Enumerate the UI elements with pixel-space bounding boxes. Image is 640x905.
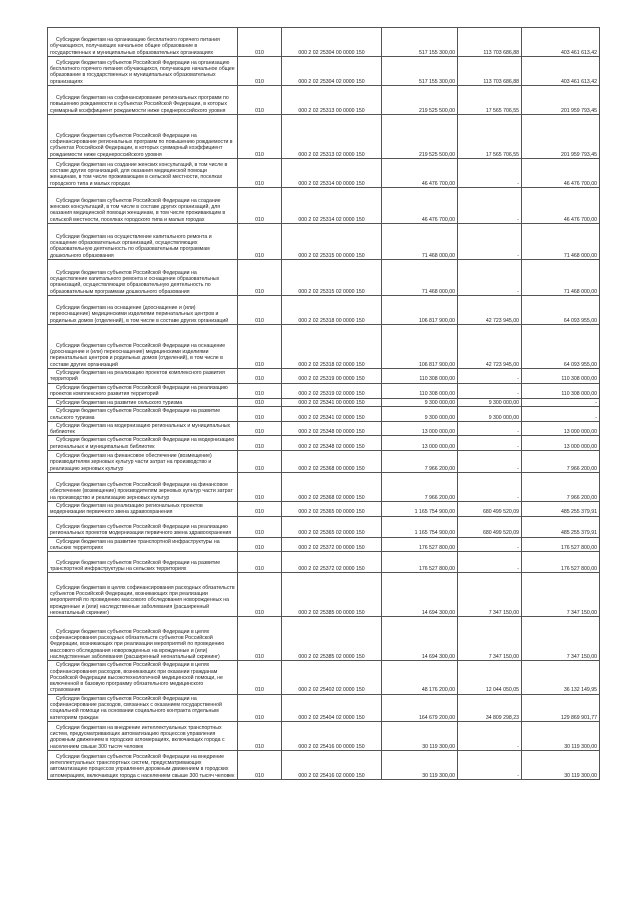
table-row xyxy=(48,260,600,296)
table-row xyxy=(48,57,600,86)
approved-amount-cell: 13 000 000,00 xyxy=(382,421,458,436)
table-row xyxy=(48,750,600,779)
unexecuted-amount-cell: 13 000 000,00 xyxy=(522,421,600,436)
income-name-cell: Субсидии бюджетам субъектов Российской Федерации на модернизацию региональных и муниципальных библиотек xyxy=(48,436,238,451)
line-code-cell: 010 xyxy=(238,502,282,517)
unexecuted-amount-cell: 176 527 800,00 xyxy=(522,552,600,573)
approved-amount-cell: 30 119 300,00 xyxy=(382,750,458,779)
budget-classification-code-cell: 000 2 02 25416 02 0000 150 xyxy=(282,750,382,779)
budget-classification-code-cell: 000 2 02 25368 00 0000 150 xyxy=(282,451,382,473)
budget-classification-code-cell: 000 2 02 25315 00 0000 150 xyxy=(282,224,382,260)
line-code-cell: 010 xyxy=(238,188,282,224)
executed-amount-cell: 113 703 686,88 xyxy=(458,28,522,57)
executed-amount-cell: 9 300 000,00 xyxy=(458,398,522,406)
table-row xyxy=(48,451,600,473)
executed-amount-cell: 113 703 686,88 xyxy=(458,57,522,86)
budget-classification-code-cell: 000 2 02 25319 02 0000 150 xyxy=(282,383,382,398)
unexecuted-amount-cell: - xyxy=(522,398,600,406)
table-row xyxy=(48,473,600,502)
budget-classification-code-cell: 000 2 02 25385 00 0000 150 xyxy=(282,573,382,617)
income-name-cell: Субсидии бюджетам субъектов Российской Федерации на оснащение (дооснащение и (или) переоснащение) медицинскими изделиями перинатальных центров и родильных домов (отделений), в том числе в составе других организаций xyxy=(48,325,238,369)
unexecuted-amount-cell: 71 468 000,00 xyxy=(522,260,600,296)
table-row xyxy=(48,617,600,661)
executed-amount-cell: - xyxy=(458,451,522,473)
income-name-cell: Субсидии бюджетам на создание женских консультаций, в том числе в составе других организаций, для оказания медицинской помощи женщинам, в том числе проживающим в сельской местности, поселках городского типа и малых городах xyxy=(48,159,238,188)
budget-classification-code-cell: 000 2 02 25402 02 0000 150 xyxy=(282,661,382,694)
unexecuted-amount-cell: 36 132 149,95 xyxy=(522,661,600,694)
income-name-cell: Субсидии бюджетам на оснащение (дооснащение и (или) переоснащение) медицинскими изделиями перинатальных центров и родильных домов (отделений), в том числе в составе других организаций xyxy=(48,296,238,325)
line-code-cell: 010 xyxy=(238,406,282,421)
income-name-cell: Субсидии бюджетам субъектов Российской Федерации на осуществление капитального ремонта и оснащение образовательных организаций, осуществляющих образовательную деятельность по образовательным программам дошкольного образования xyxy=(48,260,238,296)
income-name-cell: Субсидии бюджетам субъектов Российской Федерации на организацию бесплатного горячего питания обучающихся, получающих начальное общее образование в государственных и муниципальных образовательных организациях xyxy=(48,57,238,86)
budget-classification-code-cell: 000 2 02 25314 02 0000 150 xyxy=(282,188,382,224)
approved-amount-cell: 46 476 700,00 xyxy=(382,159,458,188)
budget-classification-code-cell: 000 2 02 25341 02 0000 150 xyxy=(282,406,382,421)
subsidies-table-body xyxy=(48,28,600,780)
unexecuted-amount-cell: 7 966 200,00 xyxy=(522,473,600,502)
budget-classification-code-cell: 000 2 02 25372 02 0000 150 xyxy=(282,552,382,573)
budget-classification-code-cell: 000 2 02 25348 02 0000 150 xyxy=(282,436,382,451)
budget-classification-code-cell: 000 2 02 25318 00 0000 150 xyxy=(282,296,382,325)
table-row xyxy=(48,224,600,260)
line-code-cell: 010 xyxy=(238,296,282,325)
line-code-cell: 010 xyxy=(238,573,282,617)
unexecuted-amount-cell: 403 461 613,42 xyxy=(522,57,600,86)
approved-amount-cell: 1 165 754 900,00 xyxy=(382,516,458,537)
approved-amount-cell: 176 527 800,00 xyxy=(382,552,458,573)
table-row xyxy=(48,296,600,325)
line-code-cell: 010 xyxy=(238,451,282,473)
line-code-cell: 010 xyxy=(238,516,282,537)
table-row xyxy=(48,86,600,115)
approved-amount-cell: 71 468 000,00 xyxy=(382,260,458,296)
table-row xyxy=(48,325,600,369)
approved-amount-cell: 517 155 300,00 xyxy=(382,28,458,57)
income-name-cell: Субсидии бюджетам субъектов Российской Федерации на реализацию проектов комплексного развития территорий xyxy=(48,383,238,398)
table-row xyxy=(48,383,600,398)
income-name-cell: Субсидии бюджетам субъектов Российской Федерации на развитие сельского туризма xyxy=(48,406,238,421)
line-code-cell: 010 xyxy=(238,86,282,115)
line-code-cell: 010 xyxy=(238,421,282,436)
income-name-cell: Субсидии бюджетам субъектов Российской Федерации на софинансирование расходов, связанных с оказанием государственной социальной помощи на основании социального контракта отдельным категориям граждан xyxy=(48,694,238,721)
table-row xyxy=(48,537,600,552)
executed-amount-cell: 42 723 945,00 xyxy=(458,325,522,369)
executed-amount-cell: 12 044 050,05 xyxy=(458,661,522,694)
unexecuted-amount-cell: 13 000 000,00 xyxy=(522,436,600,451)
income-name-cell: Субсидии бюджетам на реализацию региональных проектов модернизации первичного звена здравоохранения xyxy=(48,502,238,517)
income-name-cell: Субсидии бюджетам субъектов Российской Федерации на финансовое обеспечение (возмещение) производителям зерновых культур части затрат на производство и реализацию зерновых культур xyxy=(48,473,238,502)
approved-amount-cell: 7 966 200,00 xyxy=(382,451,458,473)
line-code-cell: 010 xyxy=(238,57,282,86)
approved-amount-cell: 30 119 300,00 xyxy=(382,721,458,750)
table-row xyxy=(48,28,600,57)
table-row xyxy=(48,406,600,421)
executed-amount-cell: 680 499 520,09 xyxy=(458,516,522,537)
budget-classification-code-cell: 000 2 02 25314 00 0000 150 xyxy=(282,159,382,188)
executed-amount-cell: - xyxy=(458,369,522,384)
line-code-cell: 010 xyxy=(238,159,282,188)
income-name-cell: Субсидии бюджетам субъектов Российской Федерации на создание женских консультаций, в том числе в составе других организаций, для оказания медицинской помощи женщинам, в том числе проживающим в сельской местности, поселках городского типа и малых городах xyxy=(48,188,238,224)
approved-amount-cell: 71 468 000,00 xyxy=(382,224,458,260)
approved-amount-cell: 106 817 900,00 xyxy=(382,296,458,325)
executed-amount-cell: - xyxy=(458,552,522,573)
executed-amount-cell: 42 723 945,00 xyxy=(458,296,522,325)
unexecuted-amount-cell: 485 255 379,91 xyxy=(522,502,600,517)
table-row xyxy=(48,398,600,406)
approved-amount-cell: 13 000 000,00 xyxy=(382,436,458,451)
budget-classification-code-cell: 000 2 02 25365 02 0000 150 xyxy=(282,516,382,537)
approved-amount-cell: 219 525 500,00 xyxy=(382,86,458,115)
unexecuted-amount-cell: 201 959 793,45 xyxy=(522,115,600,159)
approved-amount-cell: 219 525 500,00 xyxy=(382,115,458,159)
approved-amount-cell: 46 476 700,00 xyxy=(382,188,458,224)
unexecuted-amount-cell: 71 468 000,00 xyxy=(522,224,600,260)
budget-classification-code-cell: 000 2 02 25385 02 0000 150 xyxy=(282,617,382,661)
budget-classification-code-cell: 000 2 02 25313 02 0000 150 xyxy=(282,115,382,159)
executed-amount-cell: - xyxy=(458,260,522,296)
unexecuted-amount-cell: 403 461 613,42 xyxy=(522,28,600,57)
budget-classification-code-cell: 000 2 02 25319 00 0000 150 xyxy=(282,369,382,384)
income-name-cell: Субсидии бюджетам субъектов Российской Федерации на софинансирование региональных программ по повышению рождаемости в субъектах Российской Федерации, в которых суммарный коэффициент рождаемости ниже среднероссийского уровня xyxy=(48,115,238,159)
income-name-cell: Субсидии бюджетам субъектов Российской Федерации в целях софинансирования расходных обязательств субъектов Российской Федерации, возникающих при реализации мероприятий по проведению массового обследования новорожденных на врожденные и (или) наследственные заболевания (расширенный неонатальный скрининг) xyxy=(48,617,238,661)
budget-classification-code-cell: 000 2 02 25315 02 0000 150 xyxy=(282,260,382,296)
unexecuted-amount-cell: 64 093 955,00 xyxy=(522,296,600,325)
executed-amount-cell: 17 565 706,55 xyxy=(458,86,522,115)
executed-amount-cell: 34 809 298,23 xyxy=(458,694,522,721)
unexecuted-amount-cell: 46 476 700,00 xyxy=(522,188,600,224)
executed-amount-cell: 7 347 150,00 xyxy=(458,573,522,617)
line-code-cell: 010 xyxy=(238,115,282,159)
executed-amount-cell: - xyxy=(458,721,522,750)
income-name-cell: Субсидии бюджетам на организацию бесплатного горячего питания обучающихся, получающих начальное общее образование в государственных и муниципальных образовательных организациях xyxy=(48,28,238,57)
income-name-cell: Субсидии бюджетам в целях софинансирования расходных обязательств субъектов Российской Федерации, возникающих при реализации мероприятий по проведению массового обследования новорожденных на врожденные и (или) наследственные заболевания (расширенный неонатальный скрининг) xyxy=(48,573,238,617)
income-name-cell: Субсидии бюджетам на софинансирование региональных программ по повышению рождаемости в субъектах Российской Федерации, в которых суммарный коэффициент рождаемости ниже среднероссийского уровня xyxy=(48,86,238,115)
unexecuted-amount-cell: 7 347 150,00 xyxy=(522,617,600,661)
table-row xyxy=(48,661,600,694)
line-code-cell: 010 xyxy=(238,661,282,694)
executed-amount-cell: - xyxy=(458,473,522,502)
unexecuted-amount-cell: 129 869 901,77 xyxy=(522,694,600,721)
income-name-cell: Субсидии бюджетам субъектов Российской Федерации в целях софинансирования расходов, возникающих при оказании гражданам Российской Федерации высокотехнологичной медицинской помощи, не включенной в базовую программу обязательного медицинского страхования xyxy=(48,661,238,694)
line-code-cell: 010 xyxy=(238,398,282,406)
line-code-cell: 010 xyxy=(238,260,282,296)
executed-amount-cell: - xyxy=(458,421,522,436)
unexecuted-amount-cell: 64 093 955,00 xyxy=(522,325,600,369)
approved-amount-cell: 7 966 200,00 xyxy=(382,473,458,502)
executed-amount-cell: - xyxy=(458,436,522,451)
unexecuted-amount-cell: 30 119 300,00 xyxy=(522,721,600,750)
income-name-cell: Субсидии бюджетам на развитие сельского туризма xyxy=(48,398,238,406)
unexecuted-amount-cell: 46 476 700,00 xyxy=(522,159,600,188)
executed-amount-cell: 680 499 520,09 xyxy=(458,502,522,517)
income-name-cell: Субсидии бюджетам на внедрение интеллектуальных транспортных систем, предусматривающих автоматизацию процессов управления дорожным движением в городских агломерациях, включающих города с населением свыше 300 тысяч человек xyxy=(48,721,238,750)
budget-classification-code-cell: 000 2 02 25372 00 0000 150 xyxy=(282,537,382,552)
unexecuted-amount-cell: 110 308 000,00 xyxy=(522,383,600,398)
line-code-cell: 010 xyxy=(238,325,282,369)
unexecuted-amount-cell: 485 255 379,91 xyxy=(522,516,600,537)
approved-amount-cell: 110 308 000,00 xyxy=(382,383,458,398)
approved-amount-cell: 106 817 900,00 xyxy=(382,325,458,369)
approved-amount-cell: 9 300 000,00 xyxy=(382,406,458,421)
budget-classification-code-cell: 000 2 02 25313 00 0000 150 xyxy=(282,86,382,115)
line-code-cell: 010 xyxy=(238,369,282,384)
budget-classification-code-cell: 000 2 02 25365 00 0000 150 xyxy=(282,502,382,517)
table-row xyxy=(48,115,600,159)
line-code-cell: 010 xyxy=(238,617,282,661)
table-row xyxy=(48,694,600,721)
income-name-cell: Субсидии бюджетам на финансовое обеспечение (возмещение) производителям зерновых культур части затрат на производство и реализацию зерновых культур xyxy=(48,451,238,473)
line-code-cell: 010 xyxy=(238,28,282,57)
executed-amount-cell: - xyxy=(458,383,522,398)
approved-amount-cell: 517 155 300,00 xyxy=(382,57,458,86)
line-code-cell: 010 xyxy=(238,473,282,502)
executed-amount-cell: 9 300 000,00 xyxy=(458,406,522,421)
executed-amount-cell: 7 347 150,00 xyxy=(458,617,522,661)
budget-classification-code-cell: 000 2 02 25404 02 0000 150 xyxy=(282,694,382,721)
approved-amount-cell: 14 694 300,00 xyxy=(382,617,458,661)
line-code-cell: 010 xyxy=(238,436,282,451)
table-row xyxy=(48,436,600,451)
line-code-cell: 010 xyxy=(238,224,282,260)
unexecuted-amount-cell: 201 959 793,45 xyxy=(522,86,600,115)
budget-classification-code-cell: 000 2 02 25304 02 0000 150 xyxy=(282,57,382,86)
income-name-cell: Субсидии бюджетам субъектов Российской Федерации на развитие транспортной инфраструктуры на сельских территориях xyxy=(48,552,238,573)
line-code-cell: 010 xyxy=(238,552,282,573)
table-row xyxy=(48,369,600,384)
executed-amount-cell: 17 565 706,55 xyxy=(458,115,522,159)
approved-amount-cell: 110 308 000,00 xyxy=(382,369,458,384)
line-code-cell: 010 xyxy=(238,721,282,750)
budget-classification-code-cell: 000 2 02 25318 02 0000 150 xyxy=(282,325,382,369)
unexecuted-amount-cell: 7 966 200,00 xyxy=(522,451,600,473)
subsidies-table xyxy=(47,27,600,780)
unexecuted-amount-cell: 110 308 000,00 xyxy=(522,369,600,384)
income-name-cell: Субсидии бюджетам на осуществление капитального ремонта и оснащение образовательных организаций, осуществляющих образовательную деятельность по образовательным программам дошкольного образования xyxy=(48,224,238,260)
unexecuted-amount-cell: - xyxy=(522,406,600,421)
executed-amount-cell: - xyxy=(458,188,522,224)
budget-classification-code-cell: 000 2 02 25416 00 0000 150 xyxy=(282,721,382,750)
line-code-cell: 010 xyxy=(238,694,282,721)
executed-amount-cell: - xyxy=(458,750,522,779)
income-name-cell: Субсидии бюджетам на реализацию проектов комплексного развития территорий xyxy=(48,369,238,384)
income-name-cell: Субсидии бюджетам на модернизацию региональных и муниципальных библиотек xyxy=(48,421,238,436)
table-row xyxy=(48,552,600,573)
executed-amount-cell: - xyxy=(458,159,522,188)
unexecuted-amount-cell: 7 347 150,00 xyxy=(522,573,600,617)
table-row xyxy=(48,502,600,517)
income-name-cell: Субсидии бюджетам на развитие транспортной инфраструктуры на сельских территориях xyxy=(48,537,238,552)
budget-classification-code-cell: 000 2 02 25368 02 0000 150 xyxy=(282,473,382,502)
table-row xyxy=(48,188,600,224)
table-row xyxy=(48,516,600,537)
budget-report-sheet xyxy=(47,27,600,780)
approved-amount-cell: 48 176 200,00 xyxy=(382,661,458,694)
table-row xyxy=(48,573,600,617)
table-row xyxy=(48,421,600,436)
income-name-cell: Субсидии бюджетам субъектов Российской Федерации на реализацию региональных проектов модернизации первичного звена здравоохранения xyxy=(48,516,238,537)
approved-amount-cell: 14 694 300,00 xyxy=(382,573,458,617)
executed-amount-cell: - xyxy=(458,537,522,552)
table-row xyxy=(48,721,600,750)
unexecuted-amount-cell: 30 119 300,00 xyxy=(522,750,600,779)
budget-classification-code-cell: 000 2 02 25348 00 0000 150 xyxy=(282,421,382,436)
line-code-cell: 010 xyxy=(238,383,282,398)
table-row xyxy=(48,159,600,188)
line-code-cell: 010 xyxy=(238,750,282,779)
executed-amount-cell: - xyxy=(458,224,522,260)
income-name-cell: Субсидии бюджетам субъектов Российской Федерации на внедрение интеллектуальных транспортных систем, предусматривающих автоматизацию процессов управления дорожным движением в городских агломерациях, включающих города с населением свыше 300 тысяч человек xyxy=(48,750,238,779)
budget-classification-code-cell: 000 2 02 25341 00 0000 150 xyxy=(282,398,382,406)
budget-classification-code-cell: 000 2 02 25304 00 0000 150 xyxy=(282,28,382,57)
line-code-cell: 010 xyxy=(238,537,282,552)
approved-amount-cell: 176 527 800,00 xyxy=(382,537,458,552)
approved-amount-cell: 9 300 000,00 xyxy=(382,398,458,406)
approved-amount-cell: 1 165 754 900,00 xyxy=(382,502,458,517)
unexecuted-amount-cell: 176 527 800,00 xyxy=(522,537,600,552)
approved-amount-cell: 164 679 200,00 xyxy=(382,694,458,721)
